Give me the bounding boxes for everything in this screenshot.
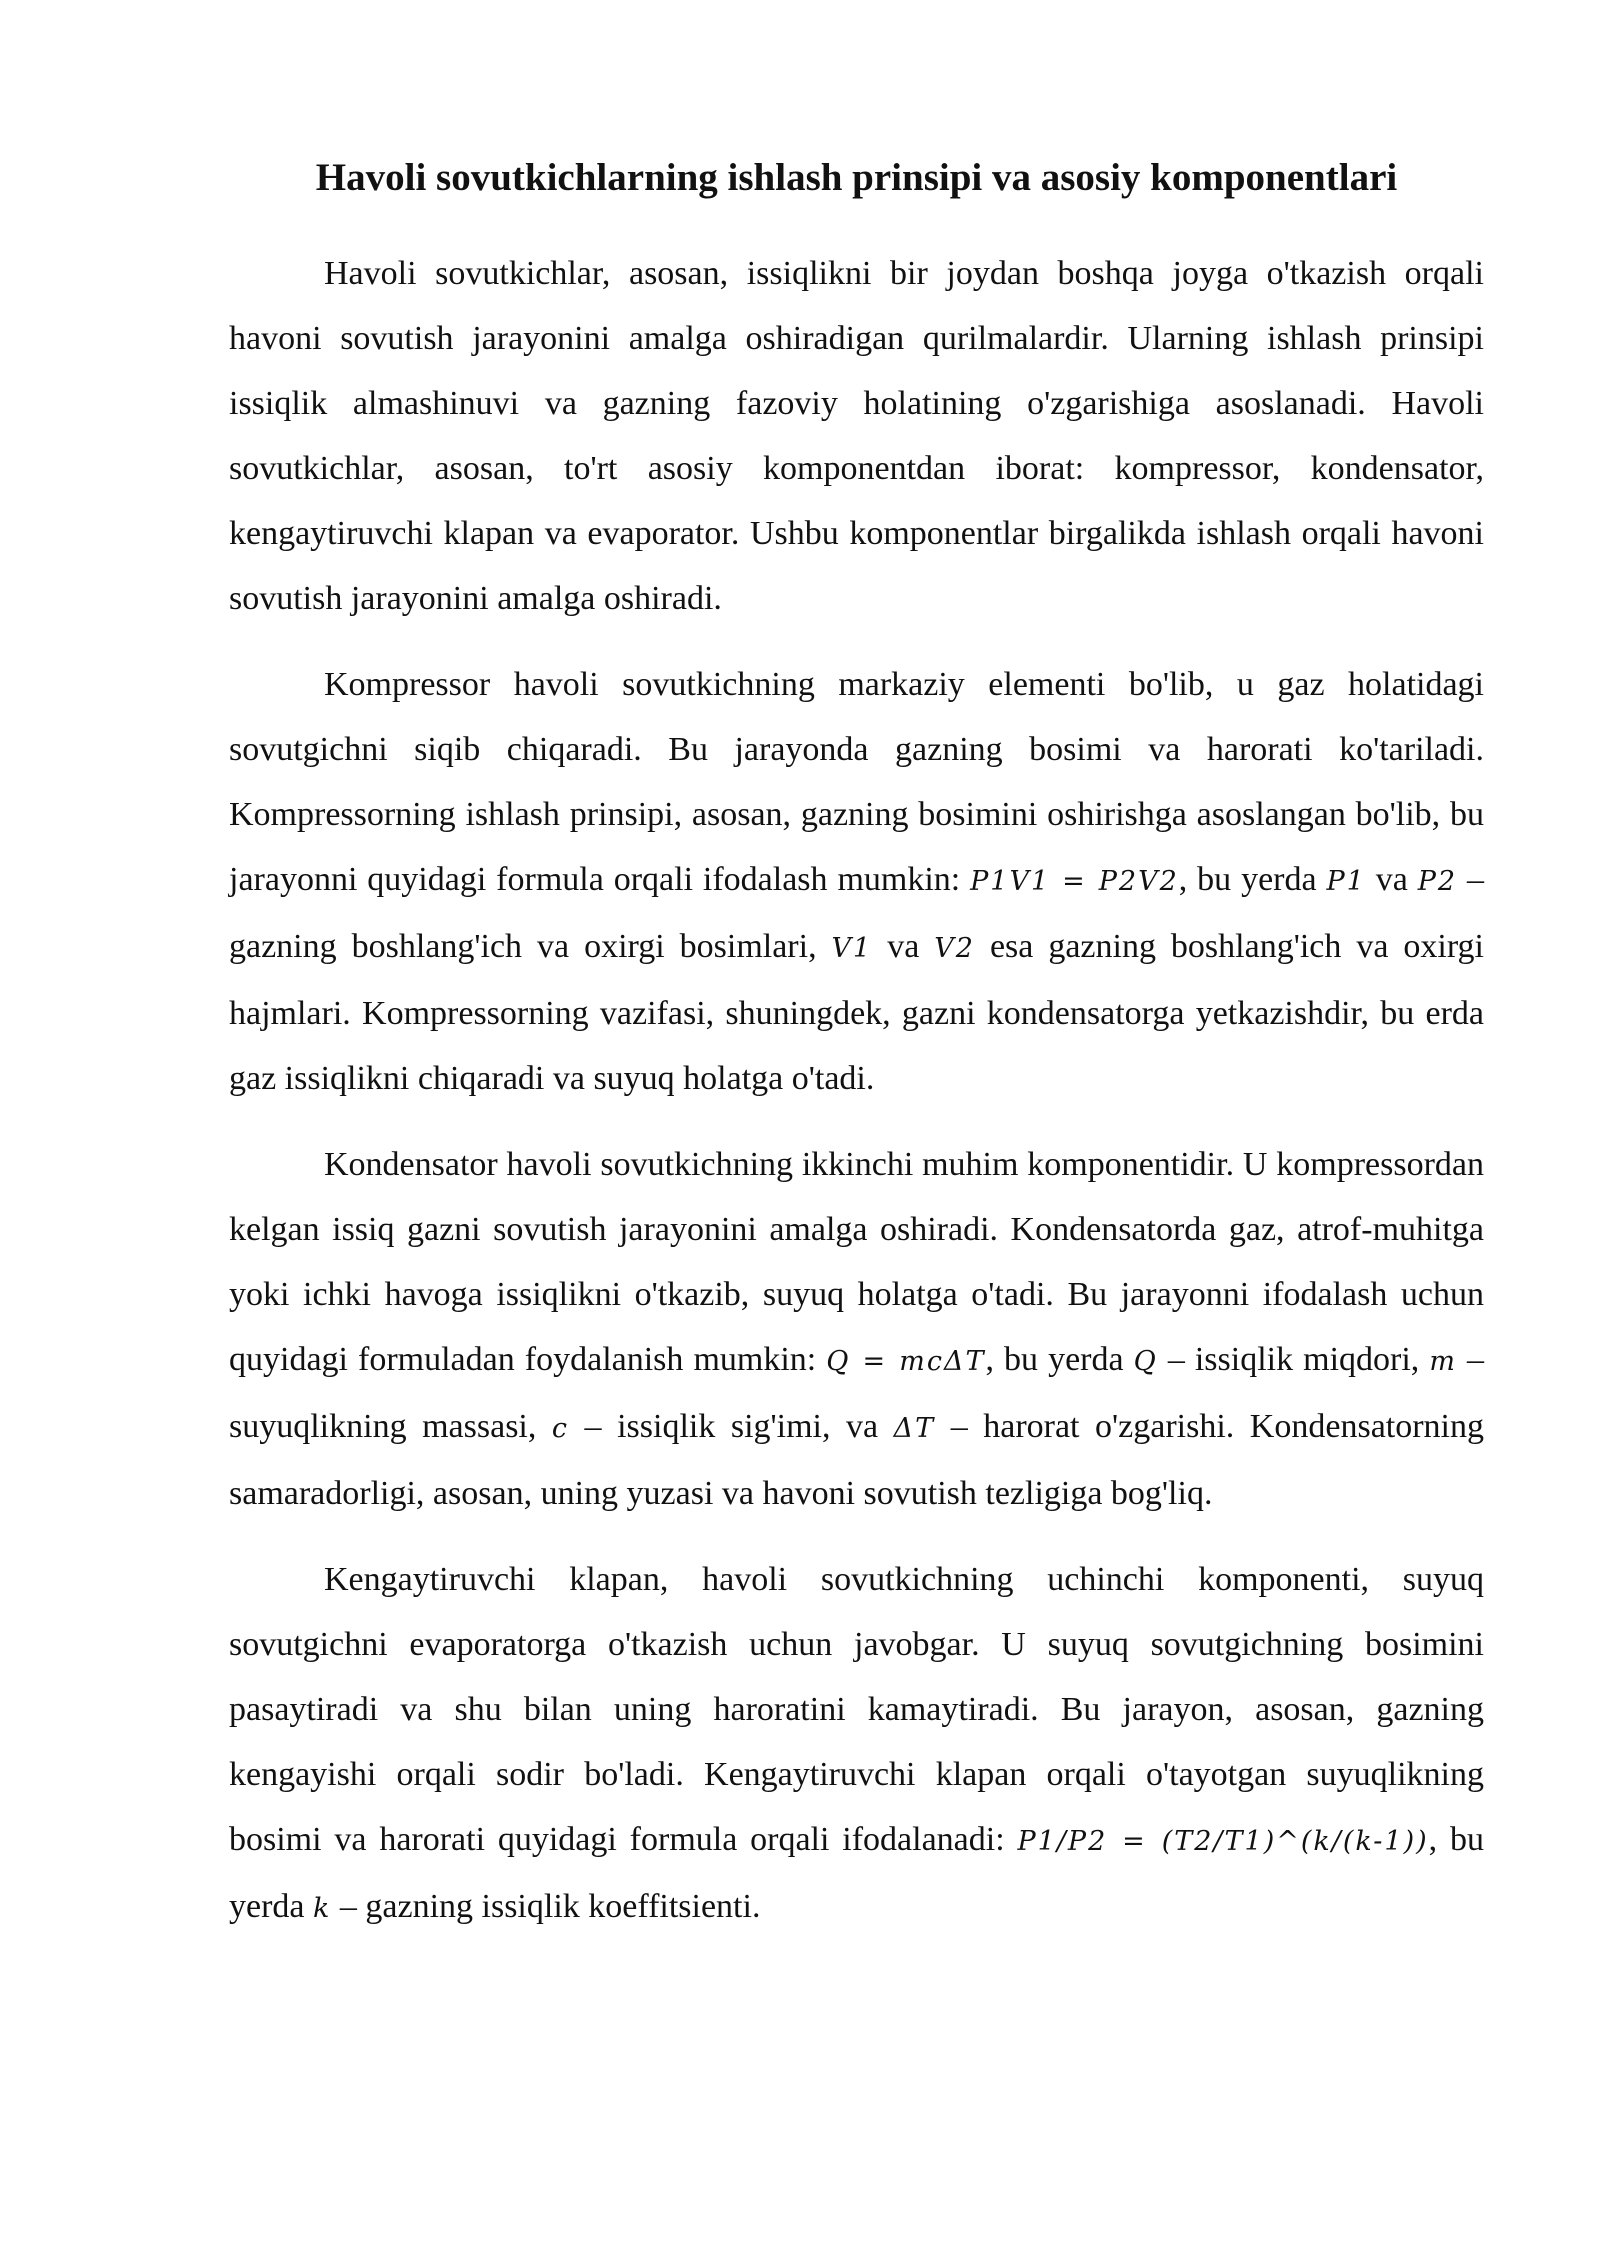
inline-formula: ΔT [893,1413,936,1444]
inline-formula: Q [1133,1346,1158,1377]
inline-formula: c [551,1413,570,1444]
inline-formula: m [1429,1346,1457,1377]
text-run: , bu yerda [229,1821,1484,1925]
paragraph-intro [229,241,1484,631]
paragraph-compressor [229,652,1484,1111]
inline-formula: P2 [1417,866,1458,897]
inline-formula: k [313,1893,332,1924]
inline-formula: Q = mcΔT [826,1346,986,1377]
text-run: – issiqlik miqdori, [1157,1341,1430,1378]
text-run: – harorat o'zgarishi. Kondensatorning samaradorligi, asosan, uning yuzasi va havoni sovutish tezligiga bog'liq. [229,1408,1484,1512]
inline-formula: P1/P2 = (T2/T1)^(k/(k-1)) [1017,1826,1429,1857]
text-run: – suyuqlikning massasi, [229,1341,1484,1445]
paragraph-condenser [229,1132,1484,1526]
text-run: – issiqlik sig'imi, va [569,1408,894,1445]
text-run: – gazning boshlang'ich va oxirgi bosimlari, [229,861,1484,965]
text-run: Kondensator havoli sovutkichning ikkinchi muhim komponentidir. U kompressordan kelgan issiq gazni sovutish jarayonini amalga oshiradi. Kondensatorda gaz, atrof-muhitga yoki ichki havoga issiqlikni o'tkazib, suyuq holatga o'tadi. Bu jarayonni ifodalash uchun quyidagi formuladan foydalanish mumkin: [229,1146,1484,1378]
inline-formula: V2 [934,933,975,964]
inline-formula: P1V1 = P2V2 [970,866,1179,897]
text-run: , bu yerda [1178,861,1327,898]
text-run: va [1365,861,1418,898]
inline-formula: P1 [1326,866,1366,897]
document-title: Havoli sovutkichlarning ishlash prinsipi va asosiy komponentlari [315,156,1398,199]
text-run: va [872,928,935,965]
text-run: – gazning issiqlik koeffitsienti. [331,1888,761,1925]
paragraph-expansion-valve [229,1547,1484,1941]
text-run: Havoli sovutkichlar, asosan, issiqlikni bir joydan boshqa joyga o'tkazish orqali havoni sovutish jarayonini amalga oshiradigan qurilmalardir. Ularning ishlash prinsipi issiqlik almashinuvi va gazning fazoviy holatining o'zgarishiga asoslanadi. Havoli sovutkichlar, asosan, to'rt asosiy komponentdan iborat: kompressor, kondensator, kengaytiruvchi klapan va evaporator. Ushbu komponentlar birgalikda ishlash orqali havoni sovutish jarayonini amalga oshiradi. [229,255,1484,617]
text-run: Kompressor havoli sovutkichning markaziy elementi bo'lib, u gaz holatidagi sovutgichni siqib chiqaradi. Bu jarayonda gazning bosimi va harorati ko'tariladi. Kompressorning ishlash prinsipi, asosan, gazning bosimini oshirishga asoslangan bo'lib, bu jarayonni quyidagi formula orqali ifodalash mumkin: [229,666,1484,898]
text-run: , bu yerda [985,1341,1134,1378]
text-run: esa gazning boshlang'ich va oxirgi hajmlari. Kompressorning vazifasi, shuningdek, gazni kondensatorga yetkazishdir, bu erda gaz issiqlikni chiqaradi va suyuq holatga o'tadi. [229,928,1484,1097]
inline-formula: V1 [831,933,873,964]
document-body [229,241,1484,1962]
text-run: Kengaytiruvchi klapan, havoli sovutkichning uchinchi komponenti, suyuq sovutgichni evaporatorga o'tkazish uchun javobgar. U suyuq sovutgichning bosimini pasaytiradi va shu bilan uning haroratini kamaytiradi. Bu jarayon, asosan, gazning kengayishi orqali sodir bo'ladi. Kengaytiruvchi klapan orqali o'tayotgan suyuqlikning bosimi va harorati quyidagi formula orqali ifodalanadi: [229,1561,1484,1858]
